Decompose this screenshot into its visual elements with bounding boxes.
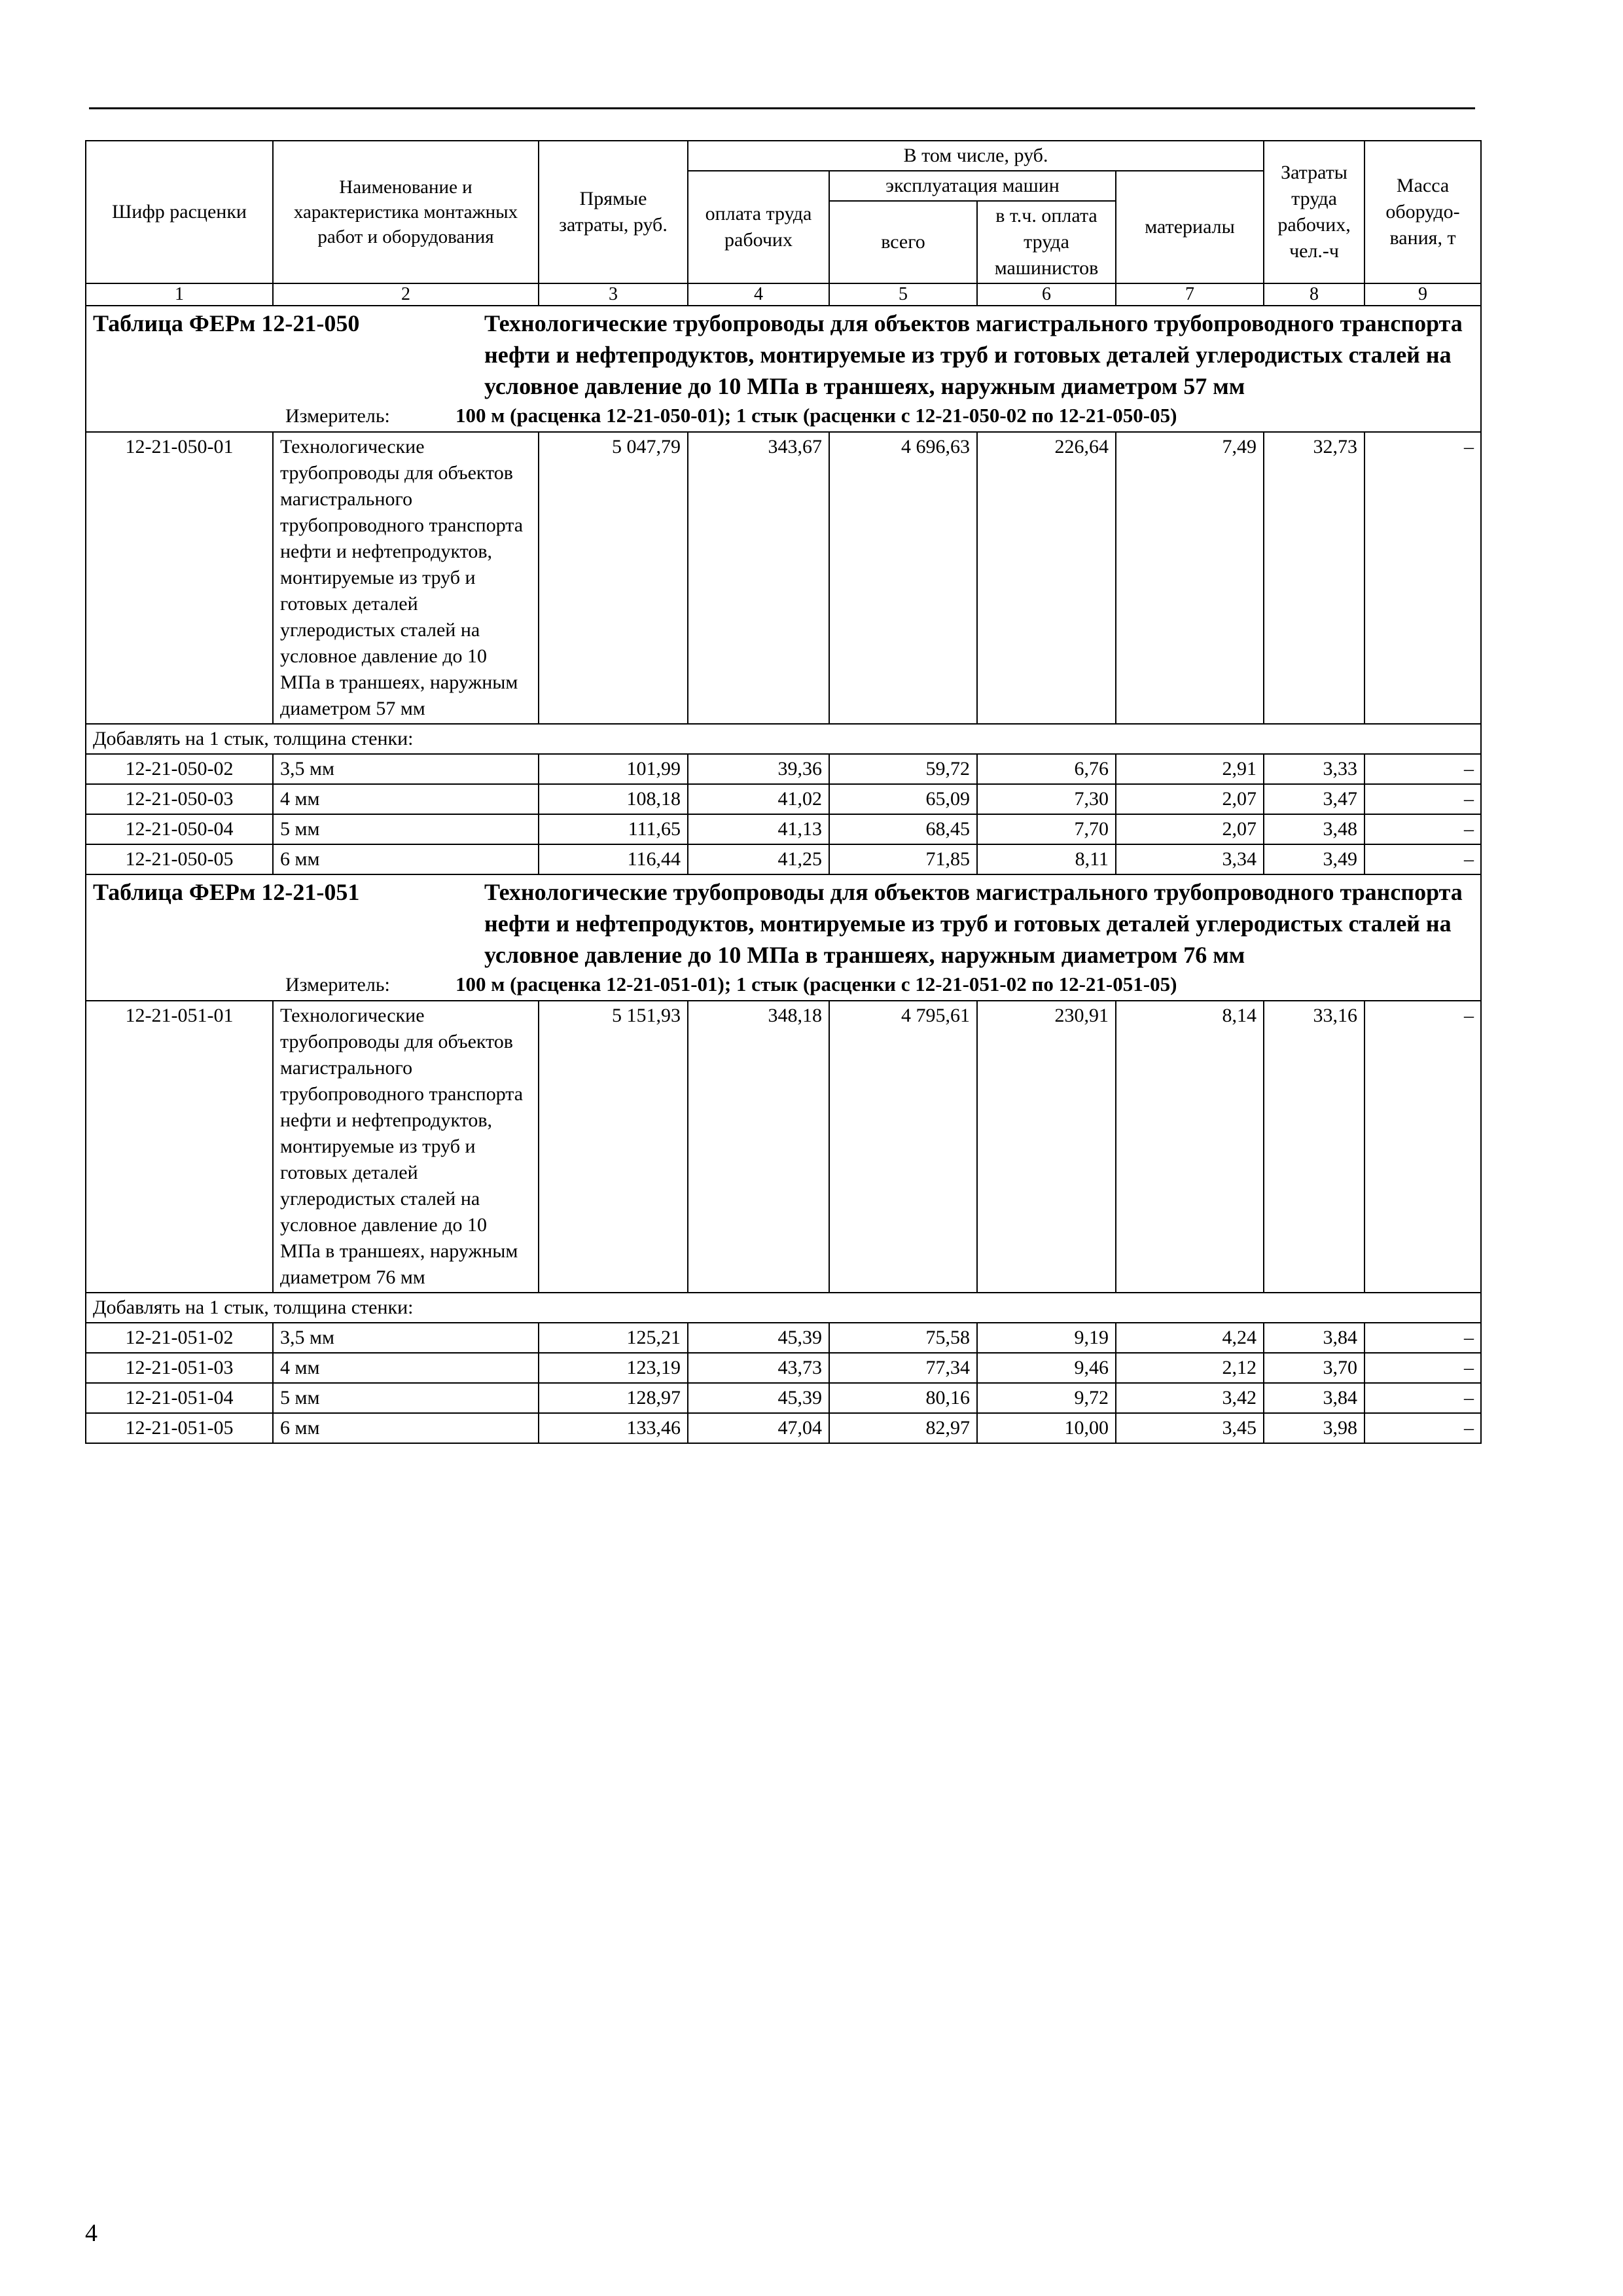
col-number: 7 (1116, 283, 1264, 306)
rate-name: Технологические трубопроводы для объектов магистрального трубопроводного транспорта нефти и нефтепродуктов, монтируемые из труб и готовых деталей углеродистых сталей на условное давление до 10 МПа в траншеях, наружным диаметром 57 мм (273, 432, 539, 724)
col-number: 6 (977, 283, 1116, 306)
table-row (86, 814, 1481, 844)
rate-name: 5 мм (273, 1383, 539, 1413)
wages: 41,25 (688, 844, 829, 874)
table-row (86, 1323, 1481, 1353)
rate-name: 4 мм (273, 784, 539, 814)
table-row (86, 1383, 1481, 1413)
section-12-21-051 (86, 874, 1481, 1443)
direct-cost: 128,97 (539, 1383, 688, 1413)
labor: 3,84 (1264, 1383, 1364, 1413)
direct-cost: 101,99 (539, 754, 688, 784)
machinist-wages: 7,30 (977, 784, 1116, 814)
header-labor: Затраты труда рабочих, чел.-ч (1264, 141, 1364, 283)
labor: 3,48 (1264, 814, 1364, 844)
rate-code: 12-21-050-03 (86, 784, 273, 814)
col-number: 4 (688, 283, 829, 306)
table-row (86, 754, 1481, 784)
header-materials: материалы (1116, 171, 1264, 283)
mass: – (1364, 1001, 1481, 1293)
table-row (86, 432, 1481, 724)
mass: – (1364, 814, 1481, 844)
table-header (86, 141, 1481, 306)
table-row (86, 1413, 1481, 1443)
wages: 45,39 (688, 1383, 829, 1413)
machinist-wages: 6,76 (977, 754, 1116, 784)
header-machines: эксплуатация машин (829, 171, 1116, 201)
header-code: Шифр расценки (86, 141, 273, 283)
col-number: 8 (1264, 283, 1364, 306)
wages: 39,36 (688, 754, 829, 784)
machines-total: 77,34 (829, 1353, 977, 1383)
labor: 3,33 (1264, 754, 1364, 784)
measure-line (93, 971, 1474, 999)
addon-label: Добавлять на 1 стык, толщина стенки: (86, 1293, 1481, 1323)
machinist-wages: 10,00 (977, 1413, 1116, 1443)
rate-name: 6 мм (273, 844, 539, 874)
labor: 32,73 (1264, 432, 1364, 724)
mass: – (1364, 1383, 1481, 1413)
rate-name: 3,5 мм (273, 1323, 539, 1353)
wages: 348,18 (688, 1001, 829, 1293)
column-numbers-row (86, 283, 1481, 306)
machines-total: 59,72 (829, 754, 977, 784)
machines-total: 4 795,61 (829, 1001, 977, 1293)
rate-code: 12-21-050-02 (86, 754, 273, 784)
addon-row (86, 724, 1481, 754)
top-rule (89, 107, 1475, 109)
wages: 45,39 (688, 1323, 829, 1353)
wages: 47,04 (688, 1413, 829, 1443)
header-mass: Масса оборудо-вания, т (1364, 141, 1481, 283)
table-title: Технологические трубопроводы для объектов магистрального трубопроводного транспорта нефти и нефтепродуктов, монтируемые из труб и готовых деталей углеродистых сталей на условное давление до 10 МПа в траншеях, наружным диаметром 76 мм (484, 879, 1463, 968)
header-incl: В том числе, руб. (688, 141, 1264, 171)
direct-cost: 133,46 (539, 1413, 688, 1443)
materials: 3,42 (1116, 1383, 1264, 1413)
machines-total: 4 696,63 (829, 432, 977, 724)
direct-cost: 5 047,79 (539, 432, 688, 724)
machinist-wages: 230,91 (977, 1001, 1116, 1293)
col-number: 2 (273, 283, 539, 306)
labor: 3,49 (1264, 844, 1364, 874)
table-title: Технологические трубопроводы для объектов магистрального трубопроводного транспорта нефти и нефтепродуктов, монтируемые из труб и готовых деталей углеродистых сталей на условное давление до 10 МПа в траншеях, наружным диаметром 57 мм (484, 310, 1463, 399)
col-number: 1 (86, 283, 273, 306)
machinist-wages: 9,19 (977, 1323, 1116, 1353)
materials: 7,49 (1116, 432, 1264, 724)
mass: – (1364, 754, 1481, 784)
machines-total: 65,09 (829, 784, 977, 814)
rate-name: 3,5 мм (273, 754, 539, 784)
measure-value: 100 м (расценка 12-21-050-01); 1 стык (расценки с 12-21-050-02 по 12-21-050-05) (455, 404, 1177, 427)
wages: 343,67 (688, 432, 829, 724)
header-machines-total: всего (829, 201, 977, 283)
measure-label: Измеритель: (285, 974, 390, 996)
page-number: 4 (85, 2219, 98, 2247)
rate-code: 12-21-050-01 (86, 432, 273, 724)
machinist-wages: 9,46 (977, 1353, 1116, 1383)
machinist-wages: 226,64 (977, 432, 1116, 724)
table-row (86, 844, 1481, 874)
col-number: 3 (539, 283, 688, 306)
wages: 41,13 (688, 814, 829, 844)
rate-code: 12-21-051-03 (86, 1353, 273, 1383)
mass: – (1364, 784, 1481, 814)
direct-cost: 111,65 (539, 814, 688, 844)
direct-cost: 116,44 (539, 844, 688, 874)
materials: 2,91 (1116, 754, 1264, 784)
materials: 2,07 (1116, 784, 1264, 814)
measure-value: 100 м (расценка 12-21-051-01); 1 стык (расценки с 12-21-051-02 по 12-21-051-05) (455, 973, 1177, 996)
machinist-wages: 8,11 (977, 844, 1116, 874)
table-row (86, 1353, 1481, 1383)
machines-total: 80,16 (829, 1383, 977, 1413)
direct-cost: 123,19 (539, 1353, 688, 1383)
rate-code: 12-21-051-02 (86, 1323, 273, 1353)
mass: – (1364, 1413, 1481, 1443)
mass: – (1364, 1323, 1481, 1353)
rate-name: Технологические трубопроводы для объектов магистрального трубопроводного транспорта нефти и нефтепродуктов, монтируемые из труб и готовых деталей углеродистых сталей на условное давление до 10 МПа в траншеях, наружным диаметром 76 мм (273, 1001, 539, 1293)
direct-cost: 125,21 (539, 1323, 688, 1353)
rate-name: 4 мм (273, 1353, 539, 1383)
materials: 8,14 (1116, 1001, 1264, 1293)
mass: – (1364, 1353, 1481, 1383)
mass: – (1364, 844, 1481, 874)
table-label: Таблица ФЕРм 12-21-051 (93, 879, 360, 905)
rate-name: 5 мм (273, 814, 539, 844)
labor: 33,16 (1264, 1001, 1364, 1293)
direct-cost: 108,18 (539, 784, 688, 814)
rates-table (85, 140, 1482, 1444)
table-row (86, 784, 1481, 814)
machines-total: 68,45 (829, 814, 977, 844)
col-number: 9 (1364, 283, 1481, 306)
rate-code: 12-21-051-04 (86, 1383, 273, 1413)
labor: 3,70 (1264, 1353, 1364, 1383)
rate-name: 6 мм (273, 1413, 539, 1443)
rate-code: 12-21-051-05 (86, 1413, 273, 1443)
machinist-wages: 9,72 (977, 1383, 1116, 1413)
materials: 3,34 (1116, 844, 1264, 874)
header-name: Наименование и характеристика монтажных работ и оборудования (273, 141, 539, 283)
header-wages: оплата труда рабочих (688, 171, 829, 283)
rate-code: 12-21-050-04 (86, 814, 273, 844)
header-direct: Прямые затраты, руб. (539, 141, 688, 283)
wages: 41,02 (688, 784, 829, 814)
labor: 3,84 (1264, 1323, 1364, 1353)
section-title-row (86, 306, 1481, 432)
section-title-cell (86, 306, 1481, 432)
materials: 3,45 (1116, 1413, 1264, 1443)
header-machinist-wages: в т.ч. оплата труда машинистов (977, 201, 1116, 283)
measure-line (93, 402, 1474, 430)
measure-label: Измеритель: (285, 405, 390, 427)
materials: 4,24 (1116, 1323, 1264, 1353)
section-title-cell (86, 874, 1481, 1001)
section-title-row (86, 874, 1481, 1001)
table-label: Таблица ФЕРм 12-21-050 (93, 310, 360, 336)
rate-code: 12-21-051-01 (86, 1001, 273, 1293)
addon-row (86, 1293, 1481, 1323)
machines-total: 71,85 (829, 844, 977, 874)
mass: – (1364, 432, 1481, 724)
addon-label: Добавлять на 1 стык, толщина стенки: (86, 724, 1481, 754)
labor: 3,47 (1264, 784, 1364, 814)
machines-total: 75,58 (829, 1323, 977, 1353)
materials: 2,07 (1116, 814, 1264, 844)
section-12-21-050 (86, 306, 1481, 874)
direct-cost: 5 151,93 (539, 1001, 688, 1293)
rate-code: 12-21-050-05 (86, 844, 273, 874)
materials: 2,12 (1116, 1353, 1264, 1383)
col-number: 5 (829, 283, 977, 306)
labor: 3,98 (1264, 1413, 1364, 1443)
wages: 43,73 (688, 1353, 829, 1383)
machinist-wages: 7,70 (977, 814, 1116, 844)
table-row (86, 1001, 1481, 1293)
machines-total: 82,97 (829, 1413, 977, 1443)
